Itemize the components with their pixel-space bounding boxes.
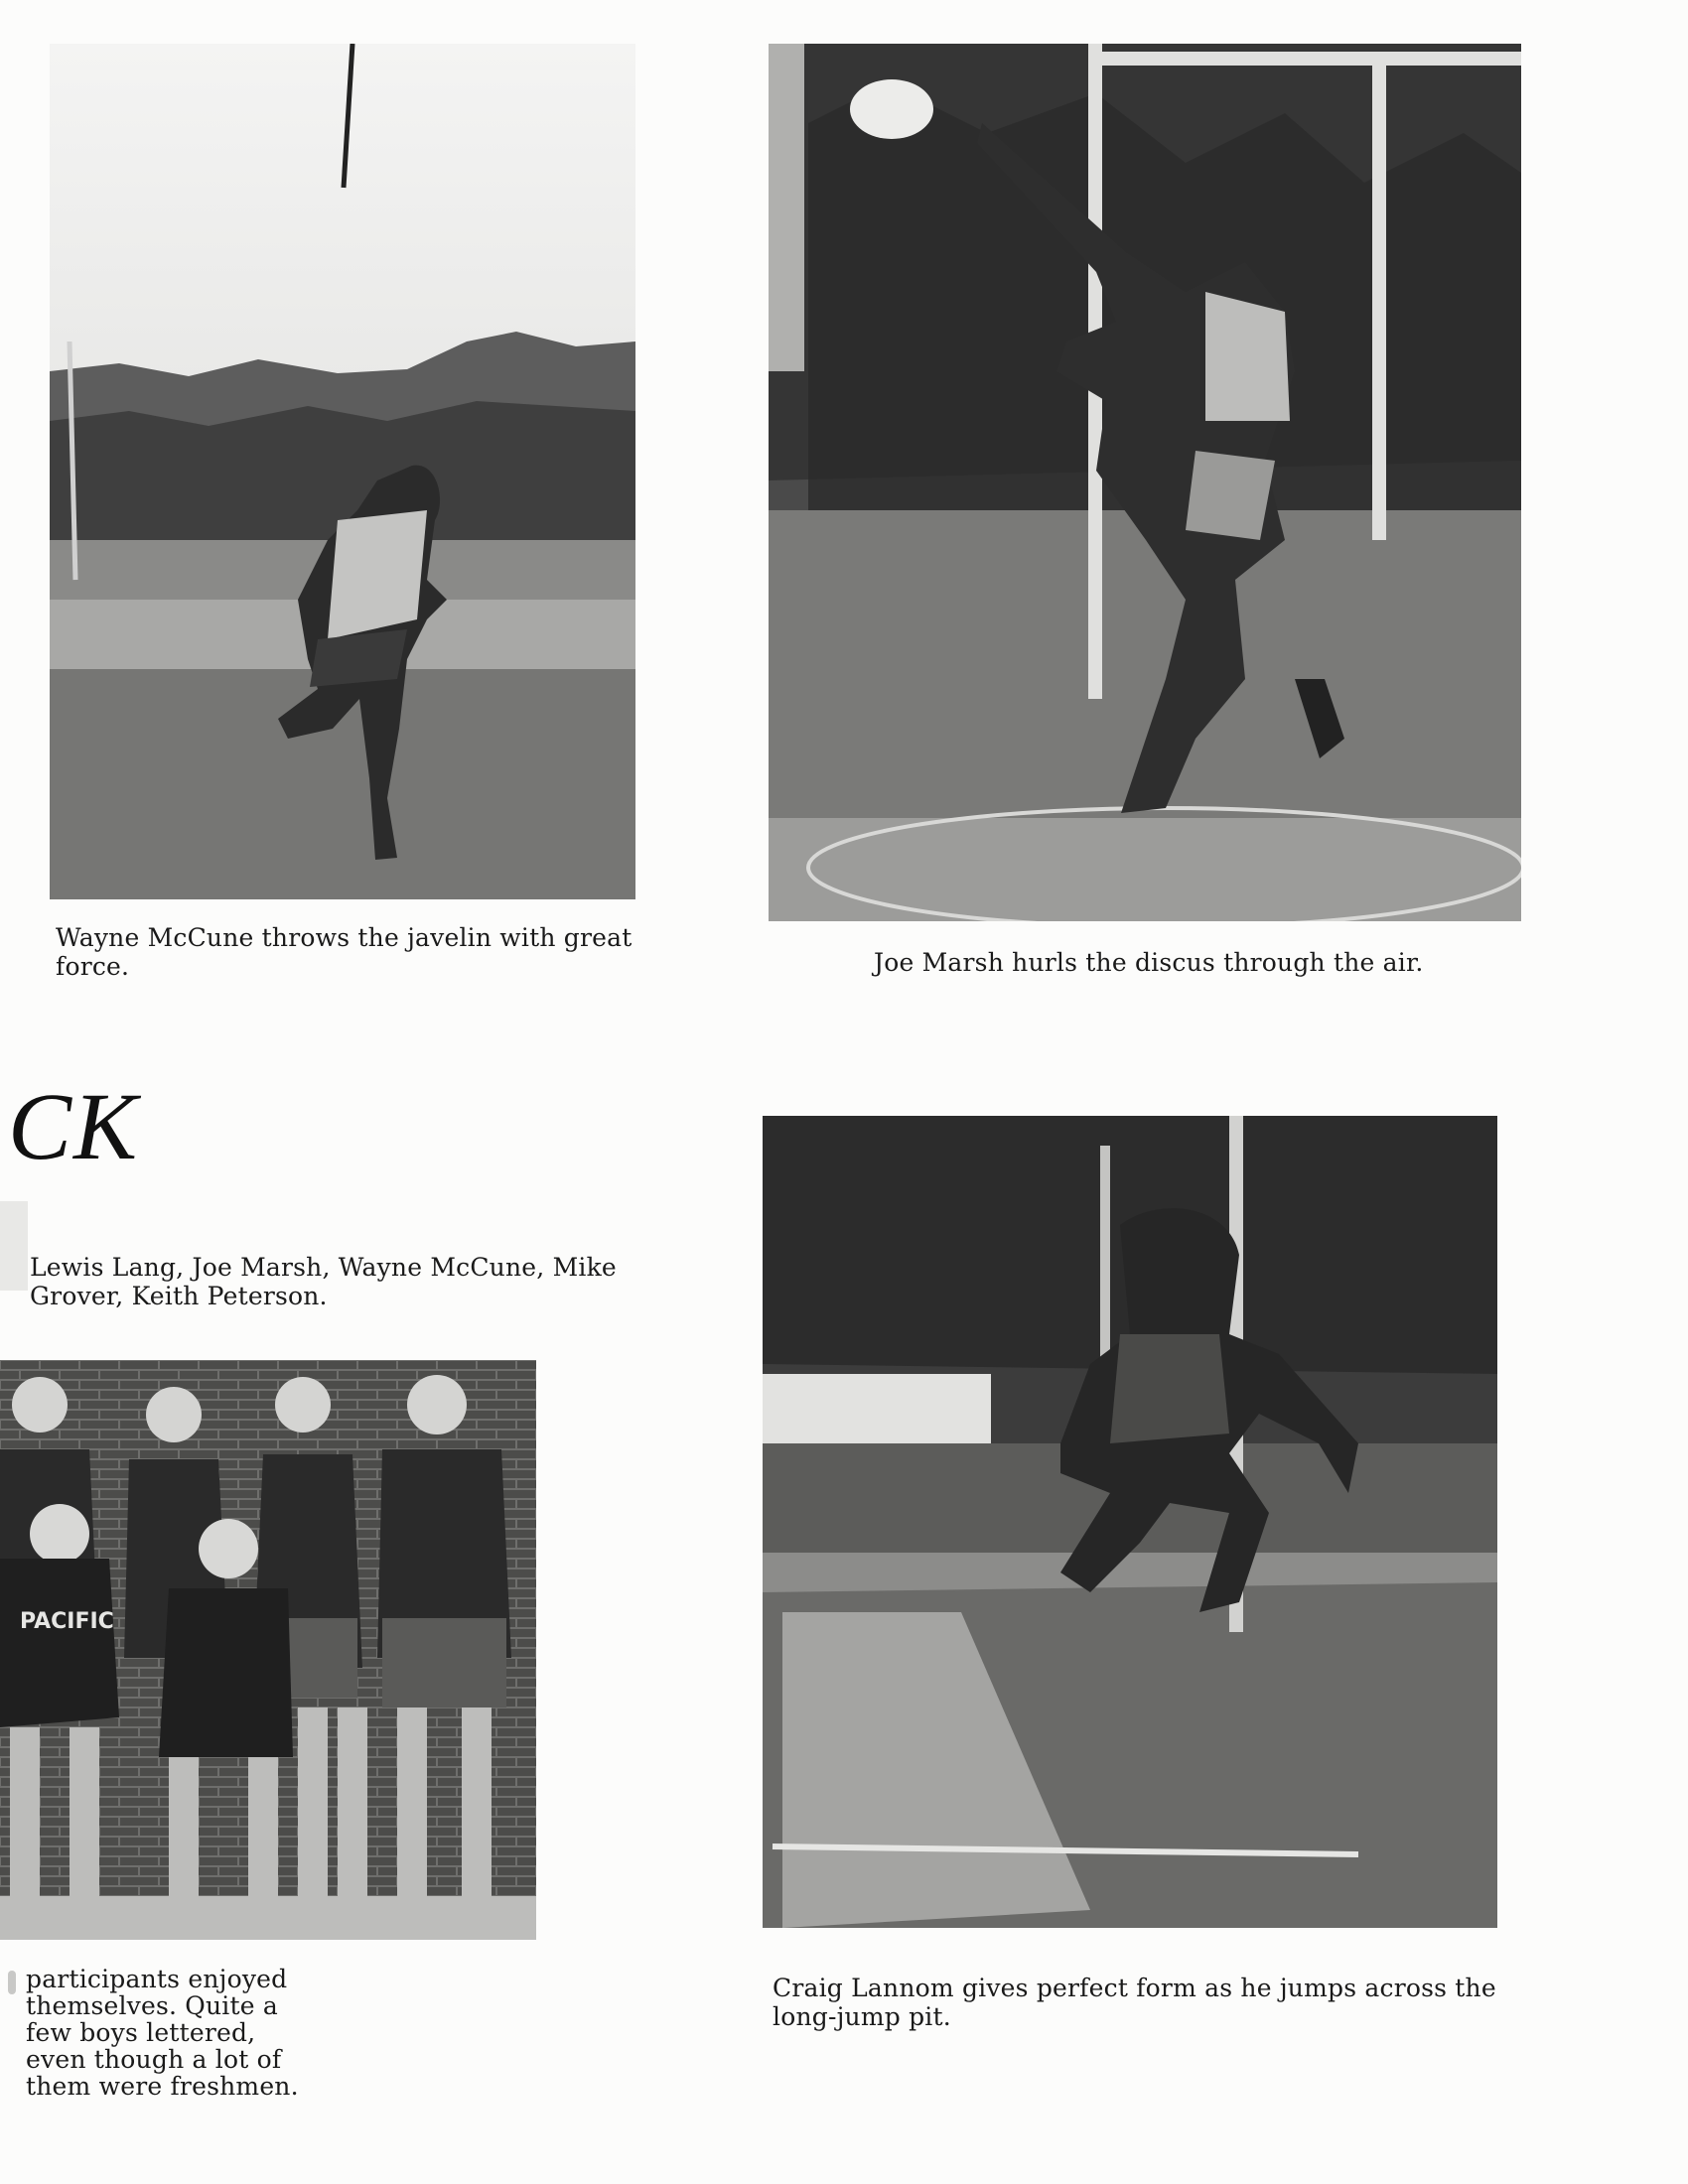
discus-caption: Joe Marsh hurls the discus through the air. [874,948,1424,977]
binding-edge-mark [8,1971,16,1994]
binding-edge-mark [0,1201,28,1291]
longjump-photo [763,1116,1497,1928]
headline-fragment: CK [8,1073,140,1179]
javelin-photo [50,44,635,899]
team-names-caption: Lewis Lang, Joe Marsh, Wayne McCune, Mike Grover, Keith Peterson. [30,1253,617,1310]
discus-photo [769,44,1521,921]
team-photo [0,1360,536,1940]
body-text: participants enjoyed themselves. Quite a few boys lettered, even though a lot of them were freshmen. [26,1965,299,2101]
team-jersey-text: PACIFIC [20,1609,114,1634]
javelin-caption: Wayne McCune throws the javelin with great force. [56,923,633,981]
longjump-caption: Craig Lannom gives perfect form as he jumps across the long-jump pit. [773,1974,1496,2031]
